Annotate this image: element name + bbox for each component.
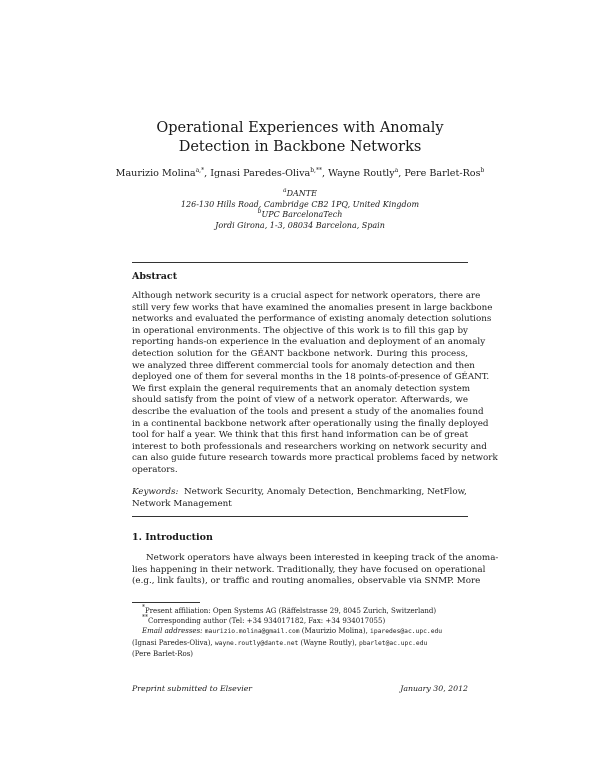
email-link[interactable]: maurizio.molina@gmail.com: [204, 628, 300, 636]
keywords-list-part-1: Network Security, Anomaly Detection, Benchmarking, NetFlow,: [183, 487, 467, 497]
footnote-mark: *: [142, 604, 145, 611]
abstract-line: can also guide future research towards more practical problems faced by network: [132, 453, 498, 464]
author-marks: a,*: [195, 167, 205, 174]
footnote-present-affiliation: *Present affiliation: Open Systems AG (Räffelstrasse 29, 8045 Zurich, Switzerland): [142, 604, 437, 615]
email-link[interactable]: iparedes@ac.upc.edu: [370, 628, 443, 636]
paper-title: [0, 119, 600, 157]
abstract-body: [132, 291, 498, 477]
author-marks: a: [394, 167, 399, 174]
author-list: Maurizio Molina$^{a,*}$, Ignasi Paredes-Oliva$^{b,**}$, Wayne Routly$^a$, Pere Barlet-Ros$^b$: [115, 167, 485, 179]
abstract-heading: Abstract: [132, 271, 178, 282]
author-name: Pere Barlet-Ros: [404, 168, 481, 179]
abstract-line: should satisfy from the point of view of a network operator. Afterwards, we: [132, 395, 468, 406]
abstract-line: deployed one of them for several months in the 18 points-of-presence of GÉANT.: [132, 372, 490, 383]
email-link[interactable]: wayne.routly@dante.net: [214, 639, 299, 647]
title-line-2: Detection in Backbone Networks: [178, 139, 422, 155]
introduction-body: [132, 553, 499, 588]
preprint-note: Preprint submitted to Elsevier: [132, 684, 253, 693]
keywords-label: Keywords:: [132, 487, 179, 497]
abstract-line: we analyzed three different commercial tools for anomaly detection and then: [132, 360, 475, 371]
abstract-top-rule: [132, 262, 468, 263]
intro-line: lies happening in their network. Traditionally, they have focused on operational: [132, 564, 486, 575]
affiliations: [0, 189, 600, 231]
intro-line: (e.g., link faults), or traffic and routing anomalies, observable via SNMP. More: [132, 576, 481, 587]
keywords-list-part-2: Network Management: [132, 498, 232, 509]
footnote-emails-line-1: Email addresses: maurizio.molina@gmail.com (Maurizio Molina), iparedes@ac.upc.edu: [142, 627, 443, 636]
affiliation-name: $^b$UPC BarcelonaTech: [257, 208, 343, 220]
abstract-line: still very few works that have examined the anomalies present in large backbone: [132, 302, 493, 313]
author-marks: b: [480, 167, 485, 174]
abstract-line: interest to both professionals and researchers working on network security and: [132, 441, 487, 452]
abstract-line: operators.: [132, 464, 178, 475]
abstract-line: reporting hands-on experience in the evaluation and deployment of an anomaly: [132, 337, 486, 348]
affiliation-mark: b: [257, 208, 262, 216]
author-marks: b,**: [310, 167, 322, 174]
abstract-line: Although network security is a crucial aspect for network operators, there are: [132, 291, 481, 301]
abstract-line: We first explain the general requirements that an anomaly detection system: [132, 383, 471, 394]
abstract-line: detection solution for the GÉANT backbone network. During this process,: [132, 348, 468, 359]
preprint-date: January 30, 2012: [400, 684, 468, 693]
footnote-emails-line-3: (Pere Barlet-Ros): [132, 649, 194, 658]
abstract-bottom-rule: [132, 516, 468, 517]
affiliation-mark: a: [283, 187, 287, 194]
keywords: [132, 487, 468, 510]
abstract-line: in operational environments. The objective of this work is to fill this gap by: [132, 325, 468, 336]
abstract-line: tool for half a year. We think that this first hand information can be of great: [132, 430, 469, 441]
abstract-line: in a continental backbone network after operationally using the finally deployed: [132, 418, 489, 429]
author-name: Wayne Routly: [328, 168, 395, 179]
affiliation-address: Jordi Girona, 1-3, 08034 Barcelona, Spain: [215, 220, 385, 230]
title-line-1: Operational Experiences with Anomaly: [156, 120, 444, 136]
keywords-line-1: [132, 487, 468, 499]
section-heading-introduction: 1. Introduction: [132, 532, 213, 543]
footnote-emails-line-2: (Ignasi Paredes-Oliva), wayne.routly@dante.net (Wayne Routly), pbarlet@ac.upc.edu: [132, 638, 428, 647]
footnote-mark: **: [142, 614, 148, 622]
intro-line: Network operators have always been interested in keeping track of the anoma-: [146, 553, 499, 563]
footnote-corresponding-author: **Corresponding author (Tel: +34 934017182, Fax: +34 934017055): [142, 614, 386, 626]
footnotes: [132, 606, 468, 659]
abstract-line: describe the evaluation of the tools and present a study of the anomalies found: [132, 406, 484, 417]
footnote-rule: [132, 602, 200, 603]
affiliation-name: $^a$DANTE: [283, 187, 317, 198]
author-name: Ignasi Paredes-Oliva: [210, 168, 311, 179]
email-link[interactable]: pbarlet@ac.upc.edu: [359, 639, 428, 647]
abstract-line: networks and evaluated the performance of existing anomaly detection solutions: [132, 314, 492, 325]
affiliation-address: 126-130 Hills Road, Cambridge CB2 1PQ, United Kingdom: [180, 199, 420, 209]
author-name: Maurizio Molina: [115, 168, 196, 179]
